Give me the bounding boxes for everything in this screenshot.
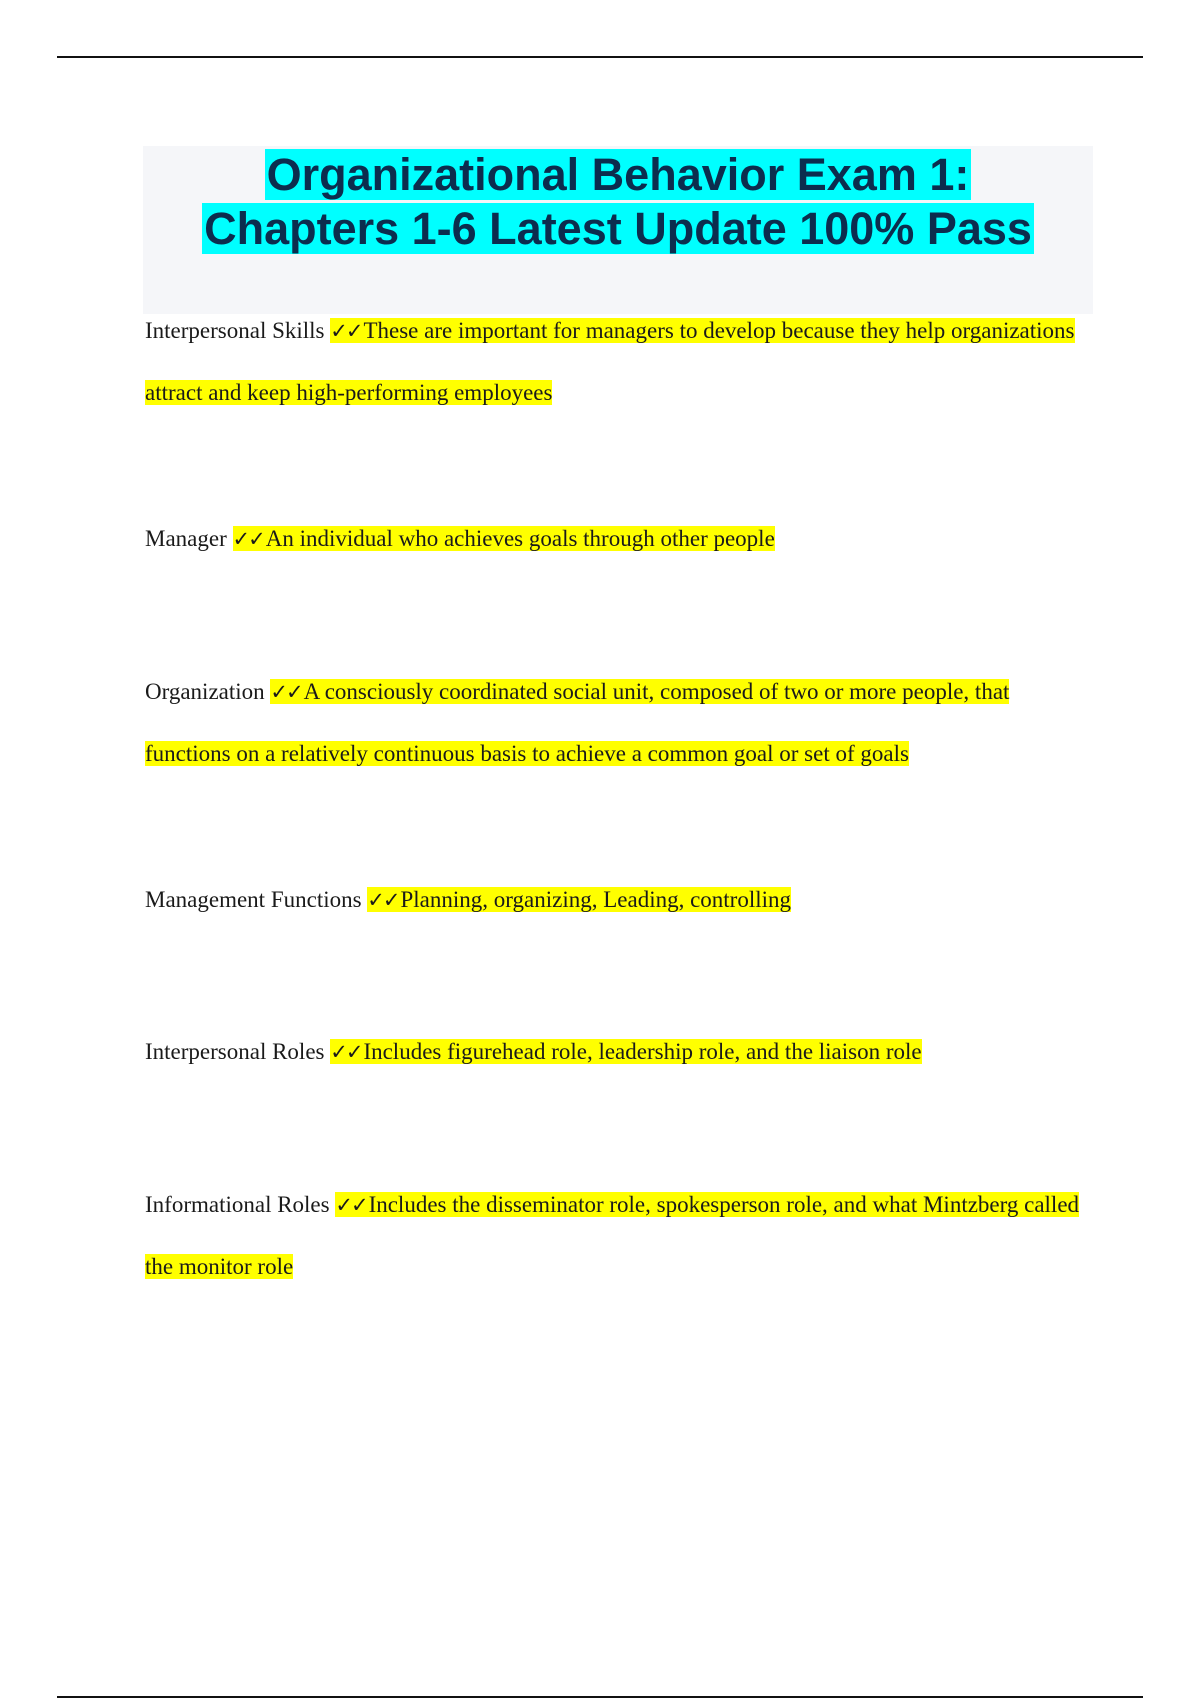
flashcard-entry-manager bbox=[145, 508, 1100, 570]
check-icon: ✓✓ bbox=[232, 527, 264, 551]
top-rule bbox=[57, 56, 1143, 58]
check-icon: ✓✓ bbox=[335, 1193, 367, 1217]
entry-definition: Planning, organizing, Leading, controlling bbox=[400, 887, 792, 912]
entry-term: Interpersonal Skills bbox=[145, 318, 325, 343]
entry-answer bbox=[330, 1039, 921, 1064]
flashcard-entry-interpersonal-skills bbox=[145, 300, 1100, 423]
entry-answer bbox=[145, 679, 1009, 766]
bottom-rule bbox=[57, 1696, 1143, 1698]
entry-term: Organization bbox=[145, 679, 265, 704]
title-block bbox=[143, 146, 1093, 314]
flashcard-entry-organization bbox=[145, 661, 1100, 784]
flashcard-entry-informational-roles bbox=[145, 1174, 1100, 1297]
flashcard-entry-management-functions bbox=[145, 869, 1100, 931]
entry-definition: Includes figurehead role, leadership role, and the liaison role bbox=[363, 1039, 922, 1064]
entry-term: Informational Roles bbox=[145, 1192, 330, 1217]
entry-term: Management Functions bbox=[145, 887, 362, 912]
check-icon: ✓✓ bbox=[330, 1040, 362, 1064]
entry-definition: Includes the disseminator role, spokesperson role, and what Mintzberg called the monitor role bbox=[145, 1192, 1080, 1279]
page-title-line-1: Organizational Behavior Exam 1: bbox=[266, 149, 970, 200]
check-icon: ✓✓ bbox=[367, 888, 399, 912]
check-icon: ✓✓ bbox=[270, 680, 302, 704]
entry-term: Manager bbox=[145, 526, 227, 551]
page-title-line-2: Chapters 1-6 Latest Update 100% Pass bbox=[204, 203, 1032, 254]
flashcard-entry-interpersonal-roles bbox=[145, 1021, 1100, 1083]
entry-answer bbox=[367, 887, 791, 912]
entry-definition: An individual who achieves goals through other people bbox=[265, 526, 775, 551]
entry-definition: A consciously coordinated social unit, composed of two or more people, that functions on a relatively continuous basis to achieve a common goal or set of goals bbox=[145, 679, 1010, 766]
entry-term: Interpersonal Roles bbox=[145, 1039, 325, 1064]
entry-answer bbox=[233, 526, 775, 551]
check-icon: ✓✓ bbox=[330, 319, 362, 343]
entry-definition: These are important for managers to develop because they help organizations attract and keep high-performing employees bbox=[145, 318, 1075, 405]
